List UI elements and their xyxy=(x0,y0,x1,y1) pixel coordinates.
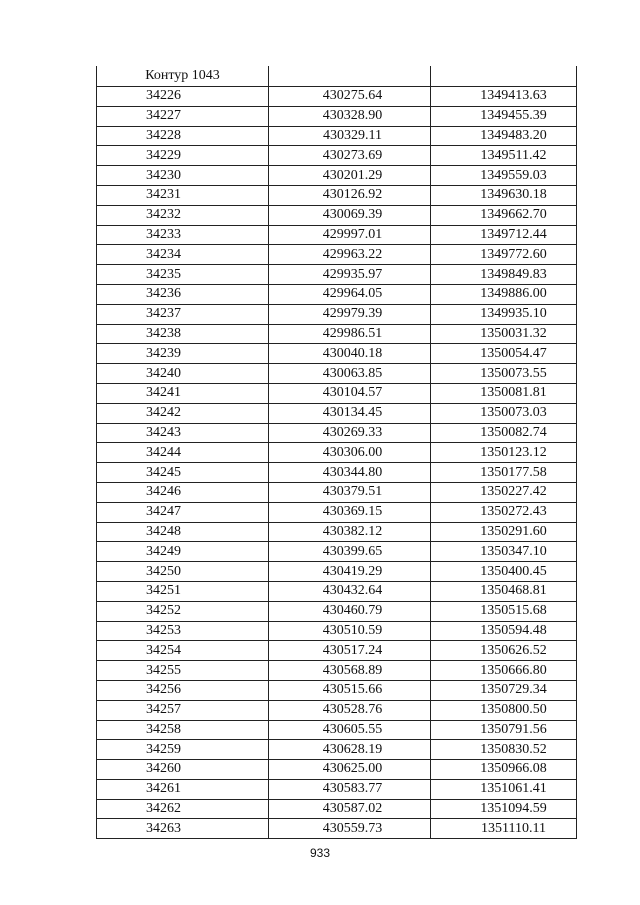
y-coordinate: 1350830.52 xyxy=(431,740,577,760)
x-coordinate: 429979.39 xyxy=(269,304,431,324)
point-number: 34226 xyxy=(97,87,269,107)
point-number: 34238 xyxy=(97,324,269,344)
y-coordinate: 1349772.60 xyxy=(431,245,577,265)
table-row xyxy=(97,799,577,819)
table-row xyxy=(97,562,577,582)
point-number: 34261 xyxy=(97,779,269,799)
point-number: 34247 xyxy=(97,502,269,522)
y-coordinate: 1350966.08 xyxy=(431,760,577,780)
point-number: 34260 xyxy=(97,760,269,780)
point-number: 34244 xyxy=(97,443,269,463)
x-coordinate: 430063.85 xyxy=(269,364,431,384)
x-coordinate: 430344.80 xyxy=(269,463,431,483)
table-row xyxy=(97,126,577,146)
point-number: 34246 xyxy=(97,482,269,502)
table-row xyxy=(97,641,577,661)
table-row xyxy=(97,146,577,166)
table-row xyxy=(97,205,577,225)
x-coordinate: 430515.66 xyxy=(269,680,431,700)
y-coordinate: 1349483.20 xyxy=(431,126,577,146)
x-coordinate: 430605.55 xyxy=(269,720,431,740)
point-number: 34235 xyxy=(97,265,269,285)
x-coordinate: 430559.73 xyxy=(269,819,431,839)
y-coordinate: 1350800.50 xyxy=(431,700,577,720)
y-coordinate: 1350400.45 xyxy=(431,562,577,582)
x-coordinate: 430517.24 xyxy=(269,641,431,661)
table-row xyxy=(97,245,577,265)
table-row xyxy=(97,364,577,384)
x-coordinate: 430379.51 xyxy=(269,482,431,502)
x-coordinate: 430306.00 xyxy=(269,443,431,463)
x-coordinate: 429935.97 xyxy=(269,265,431,285)
x-coordinate: 430460.79 xyxy=(269,601,431,621)
table-row xyxy=(97,403,577,423)
contour-label: Контур 1043 xyxy=(97,66,269,87)
table-row xyxy=(97,581,577,601)
x-coordinate: 429964.05 xyxy=(269,284,431,304)
table-row xyxy=(97,760,577,780)
point-number: 34234 xyxy=(97,245,269,265)
table-row xyxy=(97,482,577,502)
table-row xyxy=(97,700,577,720)
point-number: 34257 xyxy=(97,700,269,720)
header-empty-cell xyxy=(431,66,577,87)
point-number: 34233 xyxy=(97,225,269,245)
point-number: 34254 xyxy=(97,641,269,661)
x-coordinate: 430069.39 xyxy=(269,205,431,225)
table-row xyxy=(97,383,577,403)
y-coordinate: 1350073.55 xyxy=(431,364,577,384)
x-coordinate: 430134.45 xyxy=(269,403,431,423)
x-coordinate: 430528.76 xyxy=(269,700,431,720)
table-row xyxy=(97,779,577,799)
point-number: 34249 xyxy=(97,542,269,562)
y-coordinate: 1350031.32 xyxy=(431,324,577,344)
y-coordinate: 1350468.81 xyxy=(431,581,577,601)
x-coordinate: 430568.89 xyxy=(269,661,431,681)
point-number: 34245 xyxy=(97,463,269,483)
table-row xyxy=(97,166,577,186)
table-row xyxy=(97,463,577,483)
point-number: 34251 xyxy=(97,581,269,601)
point-number: 34262 xyxy=(97,799,269,819)
table-row xyxy=(97,680,577,700)
y-coordinate: 1349849.83 xyxy=(431,265,577,285)
point-number: 34242 xyxy=(97,403,269,423)
x-coordinate: 429963.22 xyxy=(269,245,431,265)
table-row xyxy=(97,740,577,760)
point-number: 34243 xyxy=(97,423,269,443)
point-number: 34248 xyxy=(97,522,269,542)
point-number: 34256 xyxy=(97,680,269,700)
coordinates-table xyxy=(96,66,577,839)
y-coordinate: 1351110.11 xyxy=(431,819,577,839)
x-coordinate: 430510.59 xyxy=(269,621,431,641)
y-coordinate: 1350082.74 xyxy=(431,423,577,443)
y-coordinate: 1350291.60 xyxy=(431,522,577,542)
table-row xyxy=(97,621,577,641)
y-coordinate: 1350666.80 xyxy=(431,661,577,681)
y-coordinate: 1349511.42 xyxy=(431,146,577,166)
table-row xyxy=(97,225,577,245)
y-coordinate: 1350515.68 xyxy=(431,601,577,621)
x-coordinate: 430587.02 xyxy=(269,799,431,819)
table-row xyxy=(97,423,577,443)
x-coordinate: 430432.64 xyxy=(269,581,431,601)
x-coordinate: 430419.29 xyxy=(269,562,431,582)
y-coordinate: 1350054.47 xyxy=(431,344,577,364)
y-coordinate: 1350081.81 xyxy=(431,383,577,403)
point-number: 34237 xyxy=(97,304,269,324)
y-coordinate: 1350791.56 xyxy=(431,720,577,740)
page-number: 933 xyxy=(309,846,331,860)
y-coordinate: 1350272.43 xyxy=(431,502,577,522)
y-coordinate: 1349413.63 xyxy=(431,87,577,107)
table-row xyxy=(97,819,577,839)
point-number: 34259 xyxy=(97,740,269,760)
point-number: 34236 xyxy=(97,284,269,304)
header-empty-cell xyxy=(269,66,431,87)
table-row xyxy=(97,265,577,285)
x-coordinate: 429986.51 xyxy=(269,324,431,344)
point-number: 34258 xyxy=(97,720,269,740)
point-number: 34228 xyxy=(97,126,269,146)
point-number: 34241 xyxy=(97,383,269,403)
y-coordinate: 1351061.41 xyxy=(431,779,577,799)
x-coordinate: 429997.01 xyxy=(269,225,431,245)
point-number: 34227 xyxy=(97,106,269,126)
y-coordinate: 1349662.70 xyxy=(431,205,577,225)
y-coordinate: 1349935.10 xyxy=(431,304,577,324)
point-number: 34229 xyxy=(97,146,269,166)
x-coordinate: 430328.90 xyxy=(269,106,431,126)
point-number: 34240 xyxy=(97,364,269,384)
x-coordinate: 430369.15 xyxy=(269,502,431,522)
y-coordinate: 1349886.00 xyxy=(431,284,577,304)
y-coordinate: 1350594.48 xyxy=(431,621,577,641)
x-coordinate: 430382.12 xyxy=(269,522,431,542)
y-coordinate: 1350123.12 xyxy=(431,443,577,463)
point-number: 34255 xyxy=(97,661,269,681)
table-row xyxy=(97,324,577,344)
contour-header-row xyxy=(97,66,577,87)
y-coordinate: 1350073.03 xyxy=(431,403,577,423)
y-coordinate: 1350626.52 xyxy=(431,641,577,661)
x-coordinate: 430275.64 xyxy=(269,87,431,107)
table-row xyxy=(97,542,577,562)
y-coordinate: 1349455.39 xyxy=(431,106,577,126)
point-number: 34250 xyxy=(97,562,269,582)
table-row xyxy=(97,344,577,364)
table-row xyxy=(97,720,577,740)
y-coordinate: 1349559.03 xyxy=(431,166,577,186)
table-row xyxy=(97,443,577,463)
y-coordinate: 1350729.34 xyxy=(431,680,577,700)
point-number: 34263 xyxy=(97,819,269,839)
point-number: 34232 xyxy=(97,205,269,225)
point-number: 34253 xyxy=(97,621,269,641)
table-row xyxy=(97,601,577,621)
point-number: 34231 xyxy=(97,185,269,205)
x-coordinate: 430628.19 xyxy=(269,740,431,760)
x-coordinate: 430329.11 xyxy=(269,126,431,146)
table-row xyxy=(97,87,577,107)
point-number: 34252 xyxy=(97,601,269,621)
y-coordinate: 1349712.44 xyxy=(431,225,577,245)
x-coordinate: 430040.18 xyxy=(269,344,431,364)
point-number: 34239 xyxy=(97,344,269,364)
y-coordinate: 1349630.18 xyxy=(431,185,577,205)
y-coordinate: 1351094.59 xyxy=(431,799,577,819)
table-row xyxy=(97,502,577,522)
x-coordinate: 430625.00 xyxy=(269,760,431,780)
table-row xyxy=(97,304,577,324)
table-row xyxy=(97,284,577,304)
table-row xyxy=(97,661,577,681)
x-coordinate: 430583.77 xyxy=(269,779,431,799)
x-coordinate: 430126.92 xyxy=(269,185,431,205)
y-coordinate: 1350227.42 xyxy=(431,482,577,502)
y-coordinate: 1350177.58 xyxy=(431,463,577,483)
table-row xyxy=(97,185,577,205)
coordinates-sheet xyxy=(96,66,577,839)
x-coordinate: 430399.65 xyxy=(269,542,431,562)
table-row xyxy=(97,522,577,542)
y-coordinate: 1350347.10 xyxy=(431,542,577,562)
x-coordinate: 430104.57 xyxy=(269,383,431,403)
x-coordinate: 430273.69 xyxy=(269,146,431,166)
x-coordinate: 430269.33 xyxy=(269,423,431,443)
x-coordinate: 430201.29 xyxy=(269,166,431,186)
table-row xyxy=(97,106,577,126)
point-number: 34230 xyxy=(97,166,269,186)
